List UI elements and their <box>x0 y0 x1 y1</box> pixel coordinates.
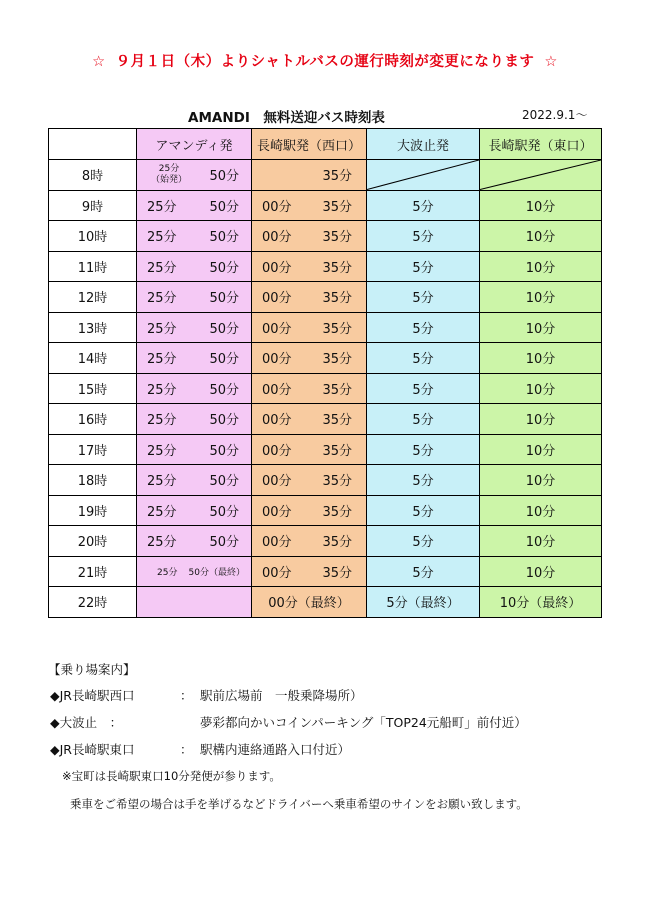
table-row <box>49 373 602 404</box>
header-row <box>49 129 602 160</box>
header-ohato: 大波止発 <box>367 129 480 160</box>
nagasaki-west-cell: 00分 35分 <box>252 556 367 587</box>
ohato-cell: 5分 <box>367 526 480 557</box>
amandi-cell: 25分 50分（最終） <box>137 556 252 587</box>
nagasaki-west-cell: 00分 35分 <box>252 373 367 404</box>
table-row <box>49 526 602 557</box>
table-row <box>49 495 602 526</box>
nagasaki-west-cell: 00分 35分 <box>252 251 367 282</box>
amandi-cell: 25分 50分 <box>137 373 252 404</box>
nagasaki-east-cell: 10分 <box>480 556 602 587</box>
ohato-cell-empty <box>367 160 480 191</box>
table-row <box>49 404 602 435</box>
amandi-cell: 25分 50分 <box>137 465 252 496</box>
nagasaki-west-cell: 00分 35分 <box>252 404 367 435</box>
table-row <box>49 556 602 587</box>
note-takaramachi: ※宝町は長崎駅東口10分発便が参ります。 <box>62 769 281 783</box>
table-row <box>49 221 602 252</box>
table-row <box>49 282 602 313</box>
hour-cell: 13時 <box>49 312 137 343</box>
nagasaki-east-cell: 10分（最終） <box>480 587 602 618</box>
hour-cell: 16時 <box>49 404 137 435</box>
nagasaki-east-cell: 10分 <box>480 312 602 343</box>
nagasaki-west-cell: 35分 <box>252 160 367 191</box>
nagasaki-east-cell-empty <box>480 160 602 191</box>
hour-cell: 12時 <box>49 282 137 313</box>
amandi-cell: 25分 50分 <box>137 282 252 313</box>
ohato-cell: 5分 <box>367 495 480 526</box>
amandi-cell: 25分 50分 <box>137 495 252 526</box>
amandi-cell: 25分 （始発） 50分 <box>137 160 252 191</box>
guide-item: ◆JR長崎駅西口 ： 駅前広場前 一般乗降場所） <box>50 688 363 703</box>
hour-cell: 9時 <box>49 190 137 221</box>
header-amandi: アマンディ発 <box>137 129 252 160</box>
guide-item: ◆JR長崎駅東口 ： 駅構内連絡通路入口付近） <box>50 742 351 757</box>
ohato-cell: 5分 <box>367 221 480 252</box>
table-row <box>49 434 602 465</box>
nagasaki-west-cell: 00分 35分 <box>252 465 367 496</box>
amandi-cell-empty <box>137 587 252 618</box>
ohato-cell: 5分 <box>367 251 480 282</box>
hour-cell: 19時 <box>49 495 137 526</box>
table-row <box>49 160 602 191</box>
announcement-text: ９月１日（木）よりシャトルバスの運行時刻が変更になります <box>115 54 535 70</box>
nagasaki-west-cell: 00分（最終） <box>252 587 367 618</box>
nagasaki-east-cell: 10分 <box>480 434 602 465</box>
announcement-banner <box>0 50 650 71</box>
table-row <box>49 465 602 496</box>
guide-heading: 【乗り場案内】 <box>48 662 136 677</box>
hour-cell: 18時 <box>49 465 137 496</box>
nagasaki-east-cell: 10分 <box>480 282 602 313</box>
amandi-cell: 25分 50分 <box>137 312 252 343</box>
guide-item: ◆大波止 ： 夢彩都向かいコインパーキング「TOP24元船町」前付近） <box>50 715 527 730</box>
timetable-title: AMANDI 無料送迎バス時刻表 <box>188 110 385 126</box>
nagasaki-east-cell: 10分 <box>480 495 602 526</box>
note-boarding: 乗車をご希望の場合は手を挙げるなどドライバーへ乗車希望のサインをお願い致します。 <box>70 797 528 811</box>
nagasaki-west-cell: 00分 35分 <box>252 495 367 526</box>
nagasaki-west-cell: 00分 35分 <box>252 343 367 374</box>
ohato-cell: 5分 <box>367 434 480 465</box>
ohato-cell: 5分 <box>367 465 480 496</box>
table-row <box>49 251 602 282</box>
table-row <box>49 587 602 618</box>
table-row <box>49 343 602 374</box>
star-icon: ☆ <box>92 54 106 70</box>
amandi-cell: 25分 50分 <box>137 404 252 435</box>
hour-cell: 15時 <box>49 373 137 404</box>
nagasaki-east-cell: 10分 <box>480 251 602 282</box>
diagonal-line <box>480 160 601 190</box>
nagasaki-east-cell: 10分 <box>480 221 602 252</box>
hour-cell: 20時 <box>49 526 137 557</box>
hour-cell: 17時 <box>49 434 137 465</box>
amandi-cell: 25分 50分 <box>137 526 252 557</box>
amandi-cell: 25分 50分 <box>137 343 252 374</box>
nagasaki-west-cell: 00分 35分 <box>252 282 367 313</box>
hour-cell: 21時 <box>49 556 137 587</box>
hour-cell: 22時 <box>49 587 137 618</box>
ohato-cell: 5分 <box>367 404 480 435</box>
hour-cell: 10時 <box>49 221 137 252</box>
nagasaki-east-cell: 10分 <box>480 526 602 557</box>
ohato-cell: 5分（最終） <box>367 587 480 618</box>
amandi-cell: 25分 50分 <box>137 251 252 282</box>
header-nagasaki-west: 長崎駅発（西口） <box>252 129 367 160</box>
nagasaki-west-cell: 00分 35分 <box>252 434 367 465</box>
nagasaki-west-cell: 00分 35分 <box>252 526 367 557</box>
nagasaki-east-cell: 10分 <box>480 373 602 404</box>
nagasaki-east-cell: 10分 <box>480 404 602 435</box>
nagasaki-west-cell: 00分 35分 <box>252 221 367 252</box>
nagasaki-east-cell: 10分 <box>480 190 602 221</box>
amandi-cell: 25分 50分 <box>137 190 252 221</box>
star-icon: ☆ <box>544 54 558 70</box>
nagasaki-west-cell: 00分 35分 <box>252 312 367 343</box>
header-nagasaki-east: 長崎駅発（東口） <box>480 129 602 160</box>
ohato-cell: 5分 <box>367 373 480 404</box>
effective-date: 2022.9.1～ <box>522 108 588 122</box>
ohato-cell: 5分 <box>367 556 480 587</box>
ohato-cell: 5分 <box>367 190 480 221</box>
diagonal-line <box>367 160 479 190</box>
timetable <box>48 128 602 618</box>
hour-cell: 8時 <box>49 160 137 191</box>
hour-cell: 14時 <box>49 343 137 374</box>
nagasaki-east-cell: 10分 <box>480 465 602 496</box>
header-hour <box>49 129 137 160</box>
first-departure: 25分 （始発） <box>151 163 188 185</box>
amandi-cell: 25分 50分 <box>137 221 252 252</box>
ohato-cell: 5分 <box>367 282 480 313</box>
table-row <box>49 312 602 343</box>
nagasaki-west-cell: 00分 35分 <box>252 190 367 221</box>
hour-cell: 11時 <box>49 251 137 282</box>
ohato-cell: 5分 <box>367 312 480 343</box>
amandi-cell: 25分 50分 <box>137 434 252 465</box>
nagasaki-east-cell: 10分 <box>480 343 602 374</box>
table-row <box>49 190 602 221</box>
ohato-cell: 5分 <box>367 343 480 374</box>
